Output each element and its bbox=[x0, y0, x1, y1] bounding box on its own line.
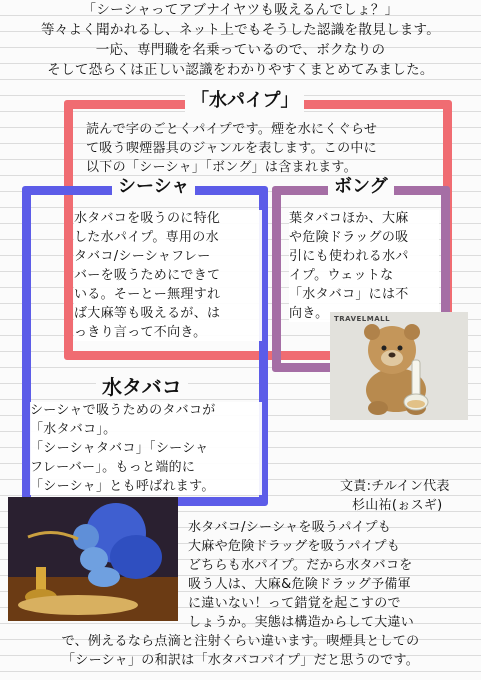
shisha-line: ば大麻等も吸えるが、は bbox=[74, 306, 221, 321]
intro-line-4: そして恐らくは正しい認識をわかりやすくまとめてみました。 bbox=[47, 62, 434, 78]
shisha-line: っきり言って不向き。 bbox=[74, 325, 207, 340]
intro-line-2: 等々よく聞かれるし、ネット上でもそうした認識を散見します。 bbox=[40, 22, 441, 38]
caterpillar-icon bbox=[8, 497, 178, 621]
conclusion-line: 大麻や危険ドラッグを吸うパイプも bbox=[188, 539, 401, 554]
author-line-1: 文責:チルイン代表 bbox=[340, 479, 450, 494]
teddy-bear-icon bbox=[330, 312, 468, 420]
mizutabako-line: 「シーシャタバコ」「シーシャ bbox=[30, 441, 209, 456]
shisha-line: バーを吸うためにできて bbox=[74, 268, 221, 283]
water-pipe-line-2: て吸う喫煙器具のジャンルを表します。この中に bbox=[86, 141, 377, 156]
mizutabako-line: 「水タバコ」。 bbox=[30, 422, 117, 437]
conclusion-line: 水タバコ/シーシャを吸うパイプも bbox=[188, 520, 392, 535]
conclusion-line: しょうか。実態は構造からして大違い bbox=[188, 615, 415, 630]
bong-line: 引にも使われる水パ bbox=[289, 249, 409, 264]
mizutabako-body bbox=[30, 402, 262, 495]
shisha-body bbox=[74, 210, 262, 341]
bong-line: 「水タバコ」には不 bbox=[289, 287, 409, 302]
bong-line: イプ。ウェットな bbox=[289, 268, 394, 283]
shisha-heading: シーシャ bbox=[112, 176, 195, 198]
water-pipe-line-1: 読んで字のごとくパイプです。煙を水にくぐらせ bbox=[86, 122, 378, 137]
mizutabako-line: シーシャで吸うためのタバコが bbox=[30, 403, 216, 418]
bong-line: 向き。 bbox=[289, 306, 329, 321]
conclusion-line: どちらも水パイプ。だから水タバコを bbox=[188, 558, 413, 573]
bong-body bbox=[289, 210, 439, 322]
bong-heading: ボング bbox=[328, 176, 394, 198]
water-pipe-heading: 「水パイプ」 bbox=[185, 90, 304, 112]
caterpillar-image bbox=[8, 497, 178, 621]
mizutabako-line: フレーバー」。もっと端的に bbox=[30, 460, 196, 475]
mizutabako-heading: 水タバコ bbox=[96, 376, 188, 398]
bong-line: や危険ドラッグの吸 bbox=[289, 230, 409, 245]
conclusion-bottom-1: で、例えるなら点滴と注射くらい違います。喫煙具としての bbox=[61, 634, 420, 649]
conclusion-line: に違いない！って錯覚を起こすので bbox=[188, 596, 401, 611]
teddy-bear-photo bbox=[330, 312, 468, 420]
shisha-line: いる。そーとー無理すれ bbox=[74, 287, 221, 302]
conclusion-bottom-2: 「シーシャ」の和訳は「水タバコパイプ」だと思うのです。 bbox=[61, 653, 420, 668]
conclusion-body bbox=[188, 519, 478, 631]
author-line-2: 杉山祐(ぉスギ) bbox=[352, 498, 443, 513]
shisha-line: した水パイプ。専用の水 bbox=[74, 230, 219, 245]
intro-line-3: 一応、専門職を名乗っているので、ボクなりの bbox=[95, 42, 386, 58]
mizutabako-line: 「シーシャ」とも呼ばれます。 bbox=[30, 479, 215, 494]
shisha-line: 水タバコを吸うのに特化 bbox=[74, 211, 221, 226]
bong-line: 葉タバコほか、大麻 bbox=[289, 211, 409, 226]
conclusion-line: 吸う人は、大麻&危険ドラッグ予備軍 bbox=[188, 577, 411, 592]
shisha-line: タバコ/シーシャフレー bbox=[74, 249, 211, 264]
bear-watermark: TRAVELMALL bbox=[334, 315, 391, 323]
water-pipe-line-3: 以下の「シーシャ」「ボング」は含まれます。 bbox=[86, 160, 357, 175]
intro-line-1: 「シーシャってアブナイヤツも吸えるんでしょ？」 bbox=[82, 2, 399, 18]
